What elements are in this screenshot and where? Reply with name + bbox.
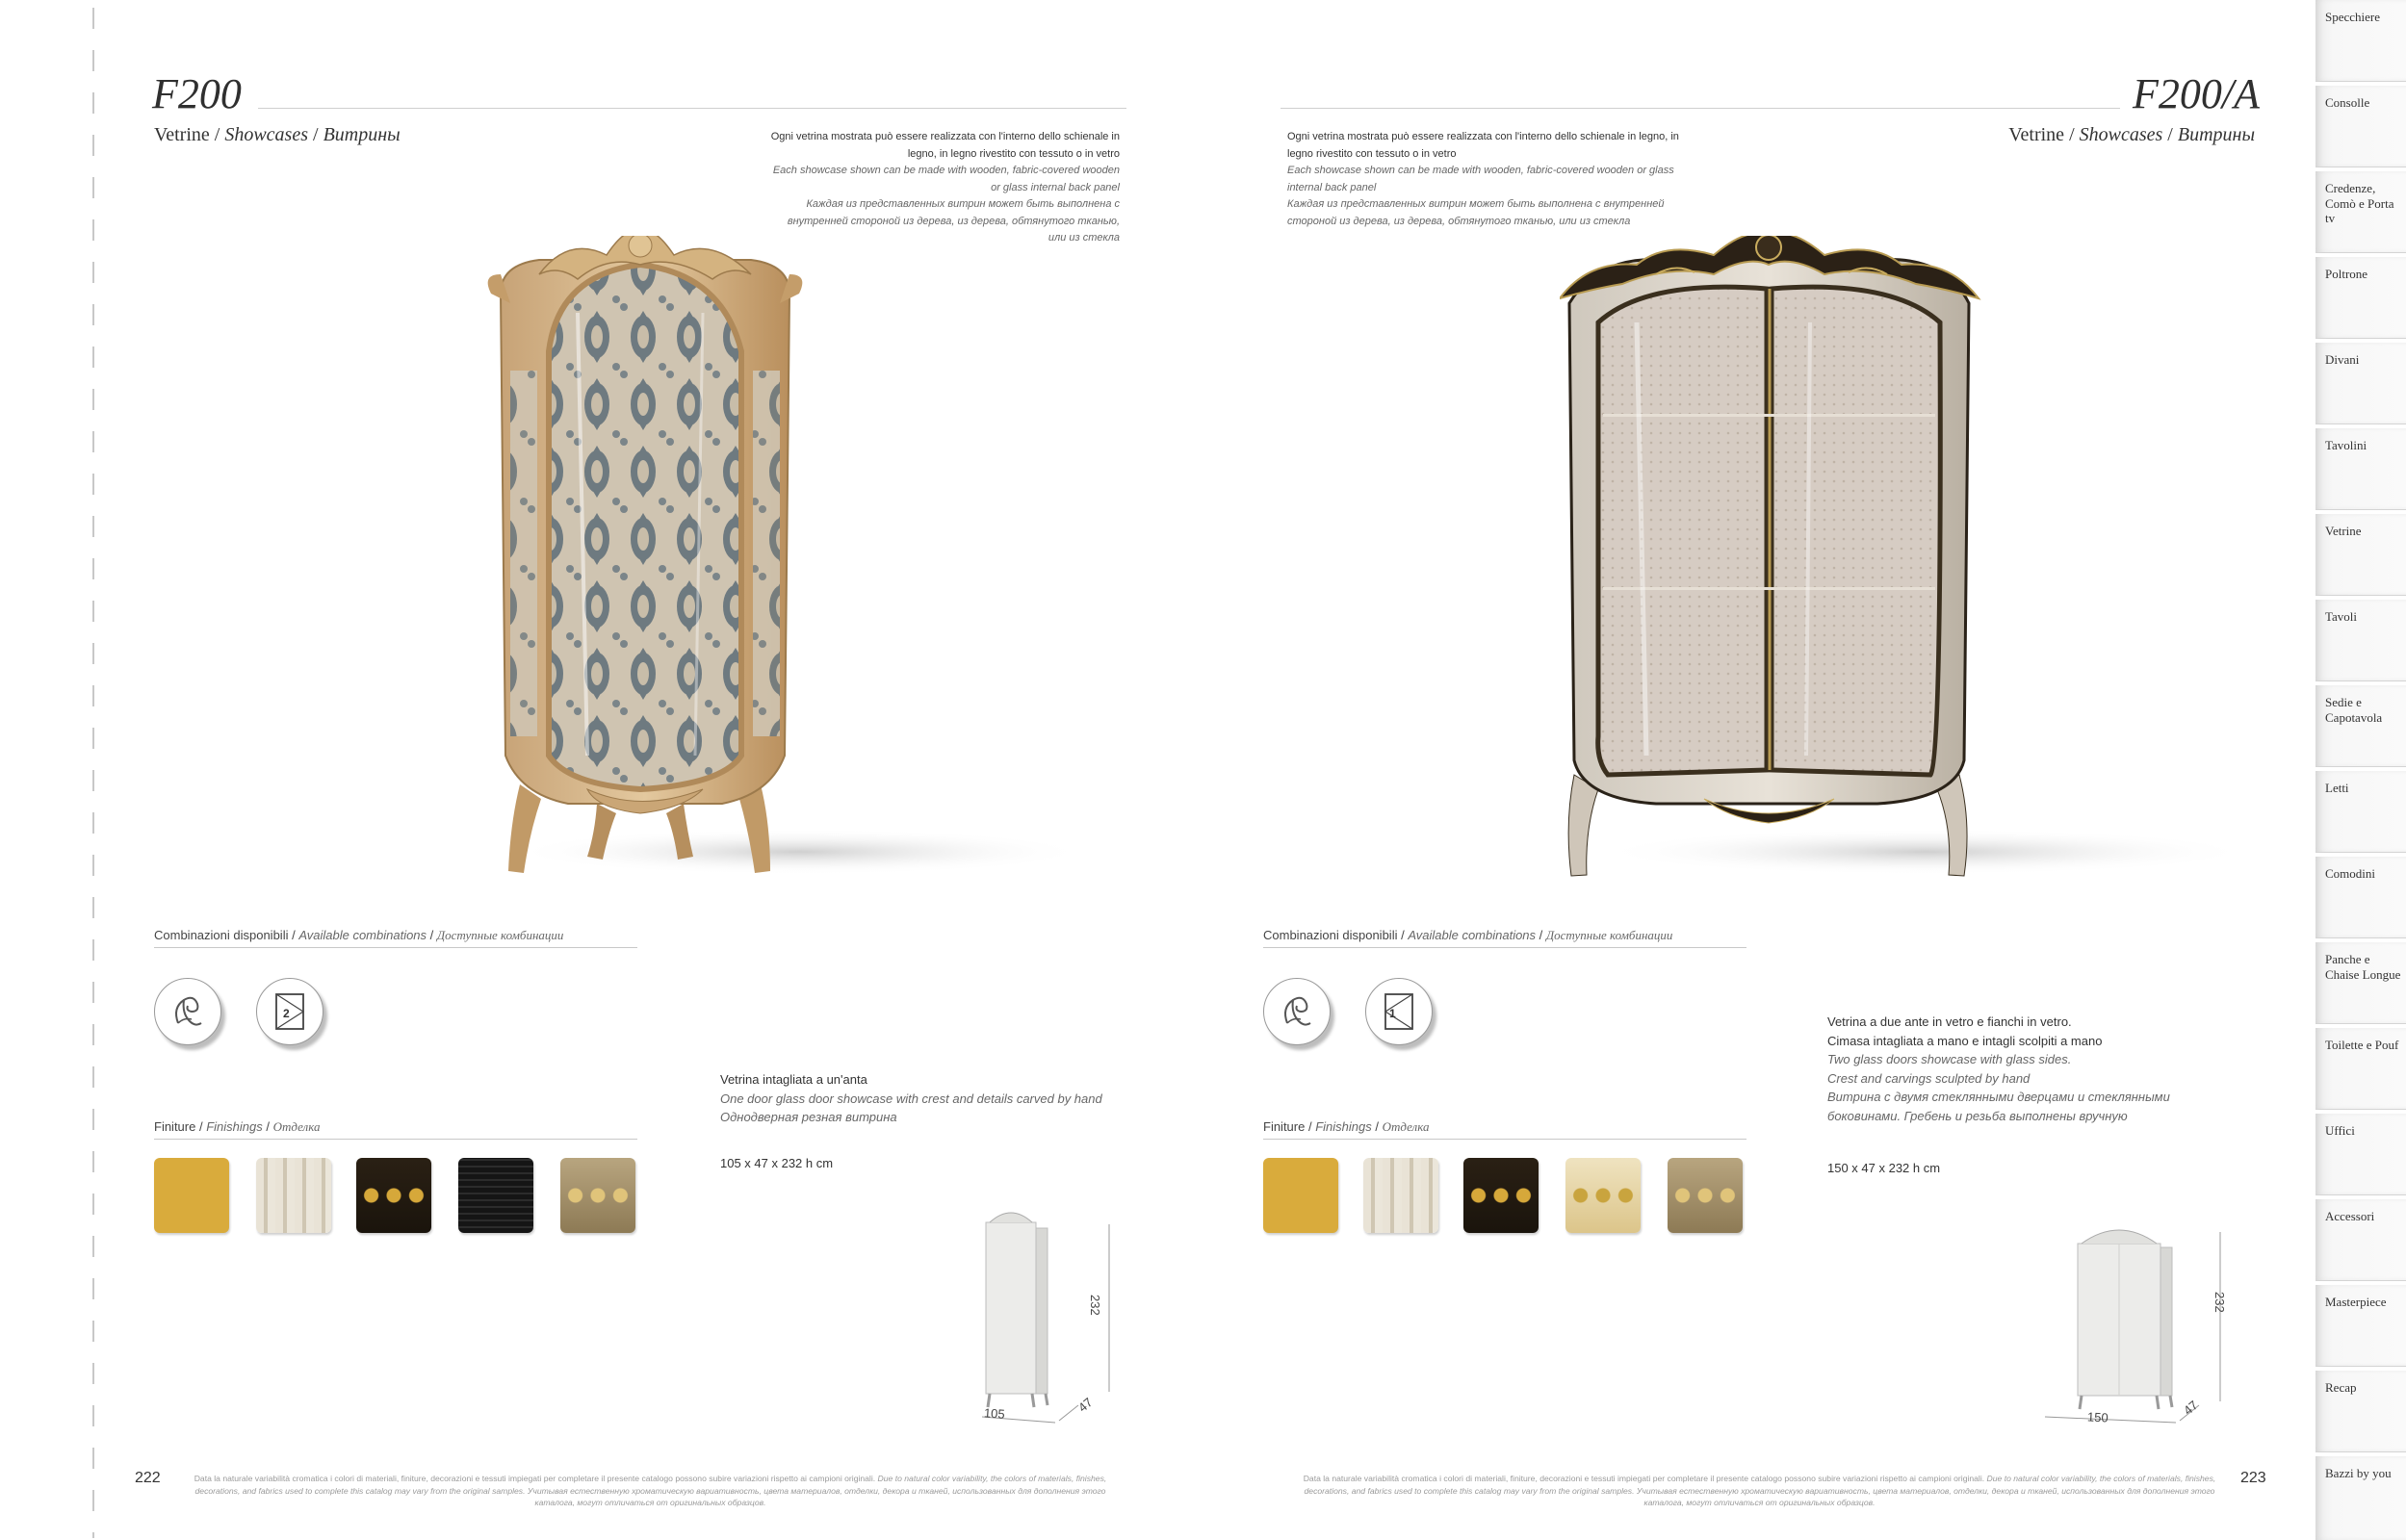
product-dimensions: 105 x 47 x 232 h cm: [720, 1156, 834, 1170]
category-subtitle: Vetrine / Showcases / Витрины: [2008, 124, 2255, 145]
combinations-rule: [1263, 947, 1746, 948]
sidebar-tab-credenze[interactable]: Credenze, Comò e Porta tv: [2315, 171, 2406, 253]
sidebar-tab-specchiere[interactable]: Specchiere: [2315, 0, 2406, 82]
sidebar-tab-toilette[interactable]: Toilette e Pouf: [2315, 1028, 2406, 1110]
dim-width-label: 105: [983, 1405, 1006, 1422]
sidebar-tab-poltrone[interactable]: Poltrone: [2315, 257, 2406, 339]
finishes-label: Finiture / Finishings / Отделка: [1263, 1119, 1430, 1134]
dim-height-label: 232: [2212, 1292, 2227, 1313]
finish-swatch-gold[interactable]: [1263, 1158, 1338, 1233]
page-number: 222: [135, 1470, 161, 1486]
showcase-f200a-image: [1560, 236, 2253, 890]
combinations-label: Combinazioni disponibili / Available combinations / Доступные комбинации: [1263, 928, 1673, 942]
sidebar-tab-consolle[interactable]: Consolle: [2315, 86, 2406, 167]
sidebar-tab-comodini[interactable]: Comodini: [2315, 857, 2406, 938]
sidebar-tab-vetrine[interactable]: Vetrine: [2315, 514, 2406, 596]
finish-swatch-ivory[interactable]: [256, 1158, 331, 1233]
category-subtitle: Vetrine / Showcases / Витрины: [154, 124, 401, 145]
door-option-button[interactable]: [1365, 978, 1433, 1045]
dim-width-label: 150: [2086, 1409, 2109, 1425]
finish-swatch-black-gold[interactable]: [356, 1158, 431, 1233]
sidebar-tab-uffici[interactable]: Uffici: [2315, 1114, 2406, 1195]
sidebar-tab-sedie[interactable]: Sedie e Capotavola: [2315, 685, 2406, 767]
product-dimensions: 150 x 47 x 232 h cm: [1827, 1161, 1941, 1175]
sidebar-tab-tavoli[interactable]: Tavoli: [2315, 600, 2406, 681]
dim-height-label: 232: [1088, 1295, 1102, 1316]
finishes-rule: [154, 1139, 637, 1140]
combinations-label: Combinazioni disponibili / Available combinations / Доступные комбинации: [154, 928, 564, 942]
sidebar-tab-panche[interactable]: Panche e Chaise Longue: [2315, 942, 2406, 1024]
dim-depth-label: 47: [2180, 1398, 2201, 1418]
door-count-label: 1: [1389, 1007, 1396, 1020]
back-panel-note: Ogni vetrina mostrata può essere realizzata con l'interno dello schienale in legno, in legno rivestito con tessuto o in vetro Each showcase shown can be made with wooden, fabric-covered wooden or glass internal back panel Каждая из представленных витрин может быть выполнена с внутренней стороной из дерева, из дерева, обтянутого тканью, или из стекла: [770, 131, 1120, 244]
combinations-rule: [154, 947, 637, 948]
product-description: Vetrina intagliata a un'anta One door glass door showcase with crest and details carved by hand Однодверная резная витрина: [720, 1072, 1102, 1124]
sidebar-tab-tavolini[interactable]: Tavolini: [2315, 428, 2406, 510]
door-option-button[interactable]: [256, 978, 323, 1045]
sidebar-tab-accessori[interactable]: Accessori: [2315, 1199, 2406, 1281]
dimension-sketch-f200: [963, 1203, 1136, 1434]
product-description: Vetrina a due ante in vetro e fianchi in vetro. Cimasa intagliata a mano e intagli scolpiti a mano Two glass doors showcase with glass sides. Crest and carvings sculpted by hand Витрина с двумя стеклянными дверцами и стеклянными боковинами. Гребень и резьба выполнены вручную: [1827, 1014, 2170, 1123]
title-rule: [1281, 108, 2120, 109]
finish-swatch-bronze[interactable]: [560, 1158, 635, 1233]
finish-swatch-ivory[interactable]: [1363, 1158, 1438, 1233]
finish-swatch-gold[interactable]: [154, 1158, 229, 1233]
crest-option-button[interactable]: [154, 978, 221, 1045]
binding-dashed-line: [92, 8, 94, 1538]
color-disclaimer: Data la naturale variabilità cromatica i colori di materiali, finiture, decorazioni e tessuti impiegati per completare il presente catalogo possono subire variazioni rispetto ai campioni originali. Due to natural color variability, the colors of materials, finishes, decorations, and fabrics used to complete this catalog may vary from the original samples. Учитывая естественную хроматическую вариативность, цвета материалов, отделки, декора и тканей, использованных для дополнения этого каталога, могут отличаться от оригинальных образцов.: [194, 1474, 1107, 1507]
dim-depth-label: 47: [1074, 1395, 1096, 1415]
sidebar-tab-letti[interactable]: Letti: [2315, 771, 2406, 853]
sidebar-tab-bazzi-by-you[interactable]: Bazzi by you: [2315, 1456, 2406, 1540]
finishes-rule: [1263, 1139, 1746, 1140]
one-door-icon: [1366, 979, 1432, 1044]
model-title: F200/A: [2133, 70, 2260, 117]
dimension-sketch-f200a: [2041, 1213, 2234, 1434]
back-panel-note: Ogni vetrina mostrata può essere realizzata con l'interno dello schienale in legno, in legno rivestito con tessuto o in vetro Each showcase shown can be made with wooden, fabric-covered wooden or glass internal back panel Каждая из представленных витрин может быть выполнена с внутренней стороной из дерева, из дерева, обтянутого тканью, или из стекла: [1287, 131, 1679, 227]
crest-ornament-icon: [1264, 979, 1330, 1044]
crest-option-button[interactable]: [1263, 978, 1331, 1045]
model-title: F200: [152, 70, 242, 117]
finish-swatch-cream-gold[interactable]: [1565, 1158, 1641, 1233]
sidebar-tab-divani[interactable]: Divani: [2315, 343, 2406, 424]
two-door-icon: [257, 979, 323, 1044]
page-number: 223: [2240, 1470, 2266, 1486]
door-count-label: 2: [283, 1007, 290, 1020]
finish-swatch-black-gold[interactable]: [1463, 1158, 1539, 1233]
sidebar-tab-recap[interactable]: Recap: [2315, 1371, 2406, 1452]
finish-swatch-black[interactable]: [458, 1158, 533, 1233]
sidebar-tab-masterpiece[interactable]: Masterpiece: [2315, 1285, 2406, 1367]
showcase-f200-image: [481, 236, 1098, 890]
finish-swatch-bronze[interactable]: [1668, 1158, 1743, 1233]
finishes-label: Finiture / Finishings / Отделка: [154, 1119, 321, 1134]
crest-ornament-icon: [155, 979, 220, 1044]
title-rule: [258, 108, 1126, 109]
color-disclaimer: Data la naturale variabilità cromatica i colori di materiali, finiture, decorazioni e tessuti impiegati per completare il presente catalogo possono subire variazioni rispetto ai campioni originali. Due to natural color variability, the colors of materials, finishes, decorations, and fabrics used to complete this catalog may vary from the original samples. Учитывая естественную хроматическую вариативность, цвета материалов, отделки, декора и тканей, использованных для дополнения этого каталога, могут отличаться от оригинальных образцов.: [1303, 1474, 2216, 1507]
